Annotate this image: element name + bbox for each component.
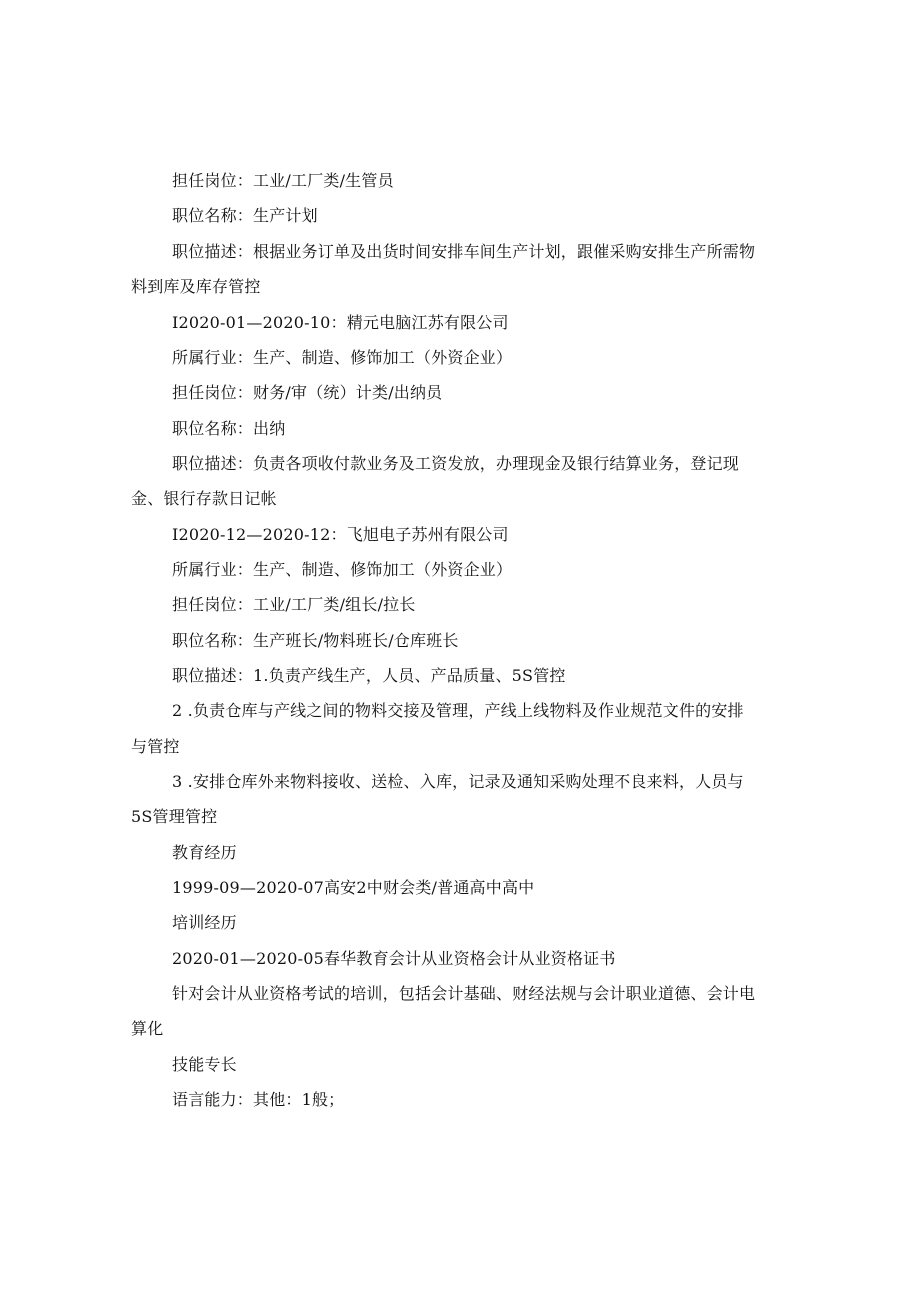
job-description-3-item-3: 3 .安排仓库外来物料接收、送检、入库，记录及通知采购处理不良来料，人员与 bbox=[172, 772, 744, 791]
job-description-3-item-2-cont: 与管控 bbox=[131, 737, 180, 756]
training-heading: 培训经历 bbox=[172, 913, 237, 932]
language-ability: 语言能力：其他：1般； bbox=[172, 1090, 345, 1109]
skills-heading: 技能专长 bbox=[172, 1055, 237, 1074]
job-description-2: 职位描述：负责各项收付款业务及工资发放，办理现金及银行结算业务，登记现 bbox=[172, 454, 740, 473]
industry-2: 所属行业：生产、制造、修饰加工（外资企业） bbox=[172, 348, 513, 367]
job-description-1: 职位描述：根据业务订单及出货时间安排车间生产计划，跟催采购安排生产所需物 bbox=[172, 242, 756, 261]
job-position-3: 担任岗位：工业/工厂类/组长/拉长 bbox=[172, 595, 416, 614]
industry-3: 所属行业：生产、制造、修饰加工（外资企业） bbox=[172, 560, 513, 579]
job-description-3-item-3-cont: 5S管理管控 bbox=[131, 807, 218, 826]
training-description-cont: 算化 bbox=[131, 1019, 164, 1038]
job-description-3-item-2: 2 .负责仓库与产线之间的物料交接及管理，产线上线物料及作业规范文件的安排 bbox=[172, 701, 744, 720]
employment-entry-2: I2020-01—2020-10：精元电脑江苏有限公司 bbox=[172, 313, 509, 332]
education-heading: 教育经历 bbox=[172, 843, 237, 862]
training-description: 针对会计从业资格考试的培训，包括会计基础、财经法规与会计职业道德、会计电 bbox=[172, 984, 756, 1003]
job-position-2: 担任岗位：财务/审（统）计类/出纳员 bbox=[172, 383, 443, 402]
job-description-3: 职位描述：1.负责产线生产，人员、产品质量、5S管控 bbox=[172, 666, 566, 685]
job-description-1-cont: 料到库及库存管控 bbox=[131, 277, 261, 296]
employment-entry-3: I2020-12—2020-12：飞旭电子苏州有限公司 bbox=[172, 525, 509, 544]
job-title-3: 职位名称：生产班长/物料班长/仓库班长 bbox=[172, 631, 459, 650]
job-position-1: 担任岗位：工业/工厂类/生管员 bbox=[172, 171, 394, 190]
training-entry: 2020-01—2020-05春华教育会计从业资格会计从业资格证书 bbox=[172, 949, 616, 968]
job-description-2-cont: 金、银行存款日记帐 bbox=[131, 489, 277, 508]
job-title-2: 职位名称：出纳 bbox=[172, 419, 286, 438]
education-entry: 1999-09—2020-07高安2中财会类/普通高中高中 bbox=[172, 878, 535, 897]
job-title-1: 职位名称：生产计划 bbox=[172, 206, 318, 225]
